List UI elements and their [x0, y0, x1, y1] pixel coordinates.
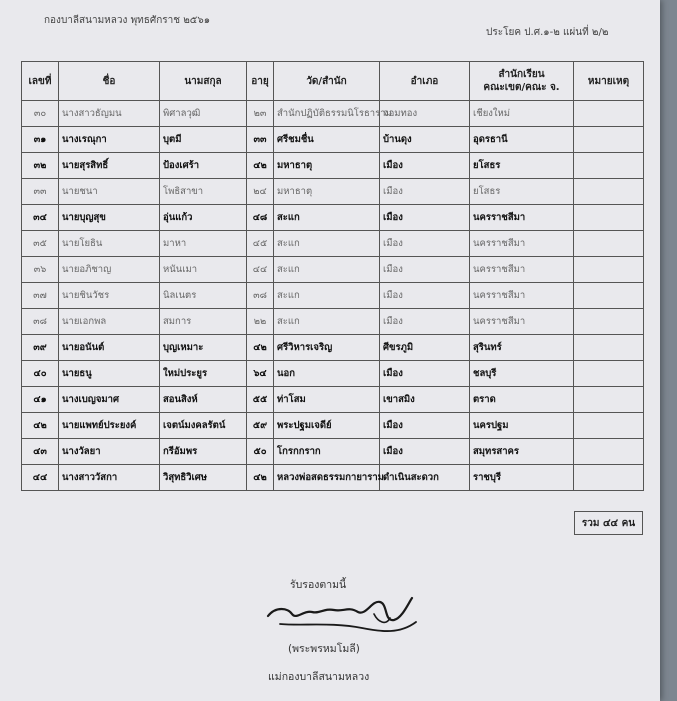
- cell-district: เมือง: [380, 231, 470, 257]
- header-left: กองบาลีสนามหลวง พุทธศักราช ๒๕๖๑: [44, 15, 211, 26]
- cell-education: นครราชสีมา: [470, 205, 574, 231]
- cell-temple: สะแก: [274, 283, 380, 309]
- table-row: [22, 179, 644, 205]
- cell-note: [574, 257, 644, 283]
- cell-age: ๔๒: [247, 153, 274, 179]
- cell-age: ๕๐: [247, 439, 274, 465]
- cell-name: นายโยธิน: [59, 231, 160, 257]
- cell-note: [574, 465, 644, 491]
- cell-surname: นิลเนตร: [160, 283, 247, 309]
- table-row: [22, 361, 644, 387]
- table-row: [22, 309, 644, 335]
- cell-note: [574, 153, 644, 179]
- cell-education: นครราชสีมา: [470, 257, 574, 283]
- cell-surname: พิศาลวุฒิ: [160, 101, 247, 127]
- cell-no: ๓๕: [22, 231, 59, 257]
- cell-no: ๔๓: [22, 439, 59, 465]
- cell-age: ๔๔: [247, 257, 274, 283]
- cell-surname: เจตน์มงคลรัตน์: [160, 413, 247, 439]
- roster-body: [22, 101, 644, 491]
- cell-surname: วิสุทธิวิเศษ: [160, 465, 247, 491]
- cell-no: ๓๑: [22, 127, 59, 153]
- cell-temple: ท่าโสม: [274, 387, 380, 413]
- cell-name: นายอนันต์: [59, 335, 160, 361]
- cell-name: นายสุรสิทธิ์: [59, 153, 160, 179]
- table-row: [22, 257, 644, 283]
- cell-age: ๔๕: [247, 231, 274, 257]
- cell-district: เขาสมิง: [380, 387, 470, 413]
- cell-education: นครราชสีมา: [470, 309, 574, 335]
- cell-temple: นอก: [274, 361, 380, 387]
- cell-temple: มหาธาตุ: [274, 179, 380, 205]
- table-row: [22, 387, 644, 413]
- cell-name: นายชินวัชร: [59, 283, 160, 309]
- table-row: [22, 231, 644, 257]
- cell-district: เมือง: [380, 257, 470, 283]
- cell-surname: บุตมี: [160, 127, 247, 153]
- total-count: รวม ๔๔ คน: [574, 511, 643, 535]
- cell-name: นางเรณุกา: [59, 127, 160, 153]
- cell-note: [574, 205, 644, 231]
- cell-education: ชลบุรี: [470, 361, 574, 387]
- cell-no: ๔๔: [22, 465, 59, 491]
- col-header-education-line1: สำนักเรียน: [498, 69, 545, 80]
- handwritten-signature: [262, 592, 422, 636]
- cell-education: ตราด: [470, 387, 574, 413]
- cell-name: นายอภิชาญ: [59, 257, 160, 283]
- cell-district: เมือง: [380, 439, 470, 465]
- cell-no: ๓๒: [22, 153, 59, 179]
- cell-note: [574, 309, 644, 335]
- cell-surname: กรีอัมพร: [160, 439, 247, 465]
- cell-surname: หนันเมา: [160, 257, 247, 283]
- table-row: [22, 413, 644, 439]
- cell-temple: สะแก: [274, 257, 380, 283]
- col-header-surname: นามสกุล: [160, 62, 247, 101]
- cell-surname: อุ่นแก้ว: [160, 205, 247, 231]
- table-row: [22, 205, 644, 231]
- cell-education: สุรินทร์: [470, 335, 574, 361]
- cell-no: ๓๘: [22, 309, 59, 335]
- cell-education: นครราชสีมา: [470, 283, 574, 309]
- cell-note: [574, 101, 644, 127]
- cell-name: นายชนา: [59, 179, 160, 205]
- cell-age: ๖๔: [247, 361, 274, 387]
- cell-name: นางสาวธัญมน: [59, 101, 160, 127]
- cell-no: ๓๗: [22, 283, 59, 309]
- cell-district: เมือง: [380, 205, 470, 231]
- cell-no: ๓๓: [22, 179, 59, 205]
- cell-name: นางวัลยา: [59, 439, 160, 465]
- table-row: [22, 335, 644, 361]
- signer-position: แม่กองบาลีสนามหลวง: [268, 671, 370, 683]
- cell-surname: ป้องเศร้า: [160, 153, 247, 179]
- cell-age: ๕๙: [247, 413, 274, 439]
- table-row: [22, 101, 644, 127]
- cell-surname: มาหา: [160, 231, 247, 257]
- cell-note: [574, 439, 644, 465]
- col-header-age: อายุ: [247, 62, 274, 101]
- cell-district: เมือง: [380, 179, 470, 205]
- cell-name: นายแพทย์ประยงค์: [59, 413, 160, 439]
- cell-education: อุดรธานี: [470, 127, 574, 153]
- cell-name: นายบุญสุข: [59, 205, 160, 231]
- cell-district: ดำเนินสะดวก: [380, 465, 470, 491]
- cell-district: ศีขรภูมิ: [380, 335, 470, 361]
- table-header-row: [22, 62, 644, 101]
- cell-name: นายธนู: [59, 361, 160, 387]
- cell-temple: พระปฐมเจดีย์: [274, 413, 380, 439]
- cell-temple: สะแก: [274, 231, 380, 257]
- cell-age: ๔๒: [247, 335, 274, 361]
- cell-education: ยโสธร: [470, 153, 574, 179]
- certify-text: รับรองตามนี้: [290, 579, 347, 591]
- cell-temple: ศรีชมชื่น: [274, 127, 380, 153]
- roster-table: [21, 61, 644, 491]
- col-header-education-line2: คณะเขต/คณะ จ.: [483, 82, 560, 93]
- cell-no: ๔๑: [22, 387, 59, 413]
- signer-name: (พระพรหมโมลี): [288, 643, 360, 655]
- col-header-district: อำเภอ: [380, 62, 470, 101]
- cell-age: ๓๘: [247, 283, 274, 309]
- table-row: [22, 127, 644, 153]
- cell-note: [574, 335, 644, 361]
- cell-note: [574, 361, 644, 387]
- cell-district: เมือง: [380, 413, 470, 439]
- cell-name: นางสาววัสกา: [59, 465, 160, 491]
- cell-note: [574, 127, 644, 153]
- cell-district: เมือง: [380, 153, 470, 179]
- cell-no: ๓๖: [22, 257, 59, 283]
- cell-age: ๒๒: [247, 309, 274, 335]
- cell-education: ราชบุรี: [470, 465, 574, 491]
- col-header-note: หมายเหตุ: [574, 62, 644, 101]
- table-row: [22, 283, 644, 309]
- cell-education: นครปฐม: [470, 413, 574, 439]
- cell-note: [574, 413, 644, 439]
- cell-no: ๓๔: [22, 205, 59, 231]
- cell-temple: ศรีวิหารเจริญ: [274, 335, 380, 361]
- col-header-no: เลขที่: [22, 62, 59, 101]
- cell-note: [574, 231, 644, 257]
- table-row: [22, 153, 644, 179]
- col-header-temple: วัด/สำนัก: [274, 62, 380, 101]
- cell-education: นครราชสีมา: [470, 231, 574, 257]
- cell-temple: มหาธาตุ: [274, 153, 380, 179]
- cell-temple: สะแก: [274, 309, 380, 335]
- cell-education: สมุทรสาคร: [470, 439, 574, 465]
- cell-note: [574, 387, 644, 413]
- header-right: ประโยค ป.ศ.๑-๒ แผ่นที่ ๒/๒: [486, 27, 609, 38]
- cell-education: ยโสธร: [470, 179, 574, 205]
- cell-district: เมือง: [380, 283, 470, 309]
- cell-note: [574, 179, 644, 205]
- cell-surname: ใหม่ประยูร: [160, 361, 247, 387]
- cell-no: ๔๐: [22, 361, 59, 387]
- cell-age: ๒๔: [247, 179, 274, 205]
- cell-temple: สะแก: [274, 205, 380, 231]
- col-header-education: [470, 62, 574, 101]
- cell-age: ๔๘: [247, 205, 274, 231]
- cell-age: ๒๓: [247, 101, 274, 127]
- cell-surname: บุญเหมาะ: [160, 335, 247, 361]
- col-header-name: ชื่อ: [59, 62, 160, 101]
- table-row: [22, 439, 644, 465]
- cell-district: เมือง: [380, 309, 470, 335]
- cell-surname: สอนสิงห์: [160, 387, 247, 413]
- cell-surname: สมการ: [160, 309, 247, 335]
- cell-age: ๕๕: [247, 387, 274, 413]
- cell-no: ๓๐: [22, 101, 59, 127]
- cell-age: ๔๒: [247, 465, 274, 491]
- cell-note: [574, 283, 644, 309]
- cell-district: เมือง: [380, 361, 470, 387]
- table-row: [22, 465, 644, 491]
- cell-name: นางเบญจมาศ: [59, 387, 160, 413]
- cell-surname: โพธิสาขา: [160, 179, 247, 205]
- cell-temple: หลวงพ่อสดธรรมกายาราม: [274, 465, 380, 491]
- cell-no: ๔๒: [22, 413, 59, 439]
- cell-education: เชียงใหม่: [470, 101, 574, 127]
- cell-district: บ้านดุง: [380, 127, 470, 153]
- cell-temple: โกรกกราก: [274, 439, 380, 465]
- cell-age: ๓๓: [247, 127, 274, 153]
- cell-name: นายเอกพล: [59, 309, 160, 335]
- cell-temple: สำนักปฏิบัติธรรมนิโรธาราม: [274, 101, 380, 127]
- cell-district: จอมทอง: [380, 101, 470, 127]
- cell-no: ๓๙: [22, 335, 59, 361]
